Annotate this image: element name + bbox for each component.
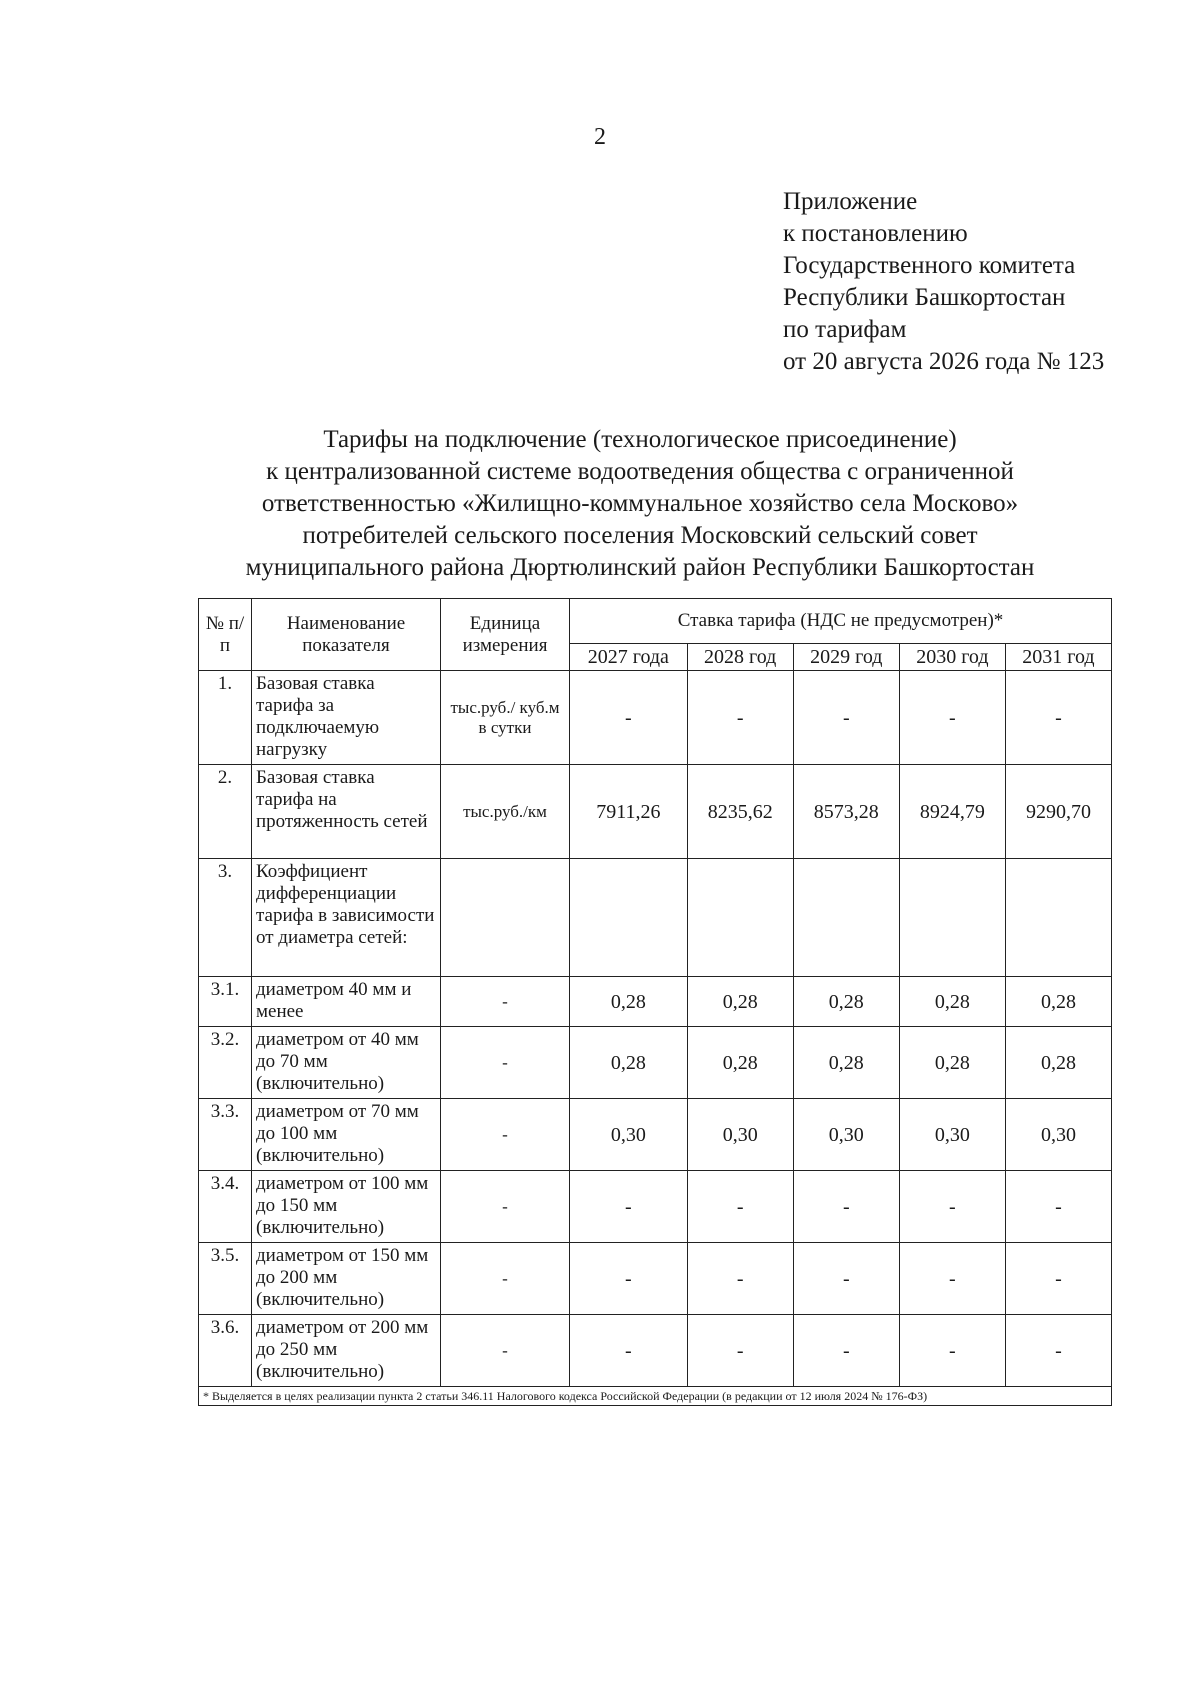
row-value: - (899, 1315, 1005, 1387)
row-value: 0,28 (793, 977, 899, 1027)
row-value (899, 859, 1005, 977)
row-value (687, 859, 793, 977)
row-value: - (687, 671, 793, 765)
row-value: 0,30 (1005, 1099, 1111, 1171)
table-row (199, 1099, 1112, 1171)
row-unit: тыс.руб./км (441, 765, 570, 859)
row-unit: - (441, 1027, 570, 1099)
row-value: 0,28 (1005, 977, 1111, 1027)
header-rate-group: Ставка тарифа (НДС не предусмотрен)* (570, 599, 1112, 644)
header-name: Наименование показателя (252, 599, 441, 671)
appendix-line: Приложение (783, 188, 918, 215)
header-unit: Единица измерения (441, 599, 570, 671)
table-row (199, 1027, 1112, 1099)
row-value: - (1005, 1243, 1111, 1315)
row-value: - (1005, 1171, 1111, 1243)
row-unit: - (441, 1099, 570, 1171)
row-value: - (687, 1243, 793, 1315)
row-num: 3. (199, 859, 252, 977)
row-value: - (793, 1315, 899, 1387)
row-value: 0,28 (899, 977, 1005, 1027)
row-num: 3.5. (199, 1243, 252, 1315)
row-value: - (793, 1243, 899, 1315)
row-unit: тыс.руб./ куб.м в сутки (441, 671, 570, 765)
appendix-line: от 20 августа 2026 года № 123 (783, 348, 1105, 375)
row-value: - (570, 671, 688, 765)
row-value: - (899, 1171, 1005, 1243)
title-line: к централизованной системе водоотведения общества с ограниченной (266, 458, 1014, 485)
table-body (199, 671, 1112, 1387)
row-unit: - (441, 1315, 570, 1387)
row-num: 3.3. (199, 1099, 252, 1171)
header-year: 2029 год (793, 644, 899, 671)
appendix-block (783, 186, 1104, 378)
row-unit: - (441, 1243, 570, 1315)
table-row (199, 1315, 1112, 1387)
row-value: - (687, 1171, 793, 1243)
row-name: диаметром от 200 мм до 250 мм (включительно) (252, 1315, 441, 1387)
row-num: 3.4. (199, 1171, 252, 1243)
row-num: 3.2. (199, 1027, 252, 1099)
document-title (180, 424, 1100, 584)
row-num: 1. (199, 671, 252, 765)
row-value: - (570, 1243, 688, 1315)
row-value: 0,28 (687, 1027, 793, 1099)
row-value: 0,28 (899, 1027, 1005, 1099)
tariff-table (198, 598, 1112, 1406)
row-name: диаметром от 150 мм до 200 мм (включительно) (252, 1243, 441, 1315)
row-value: 0,28 (1005, 1027, 1111, 1099)
header-year: 2030 год (899, 644, 1005, 671)
row-num: 2. (199, 765, 252, 859)
row-name: диаметром от 70 мм до 100 мм (включительно) (252, 1099, 441, 1171)
header-year: 2031 год (1005, 644, 1111, 671)
header-num: № п/п (199, 599, 252, 671)
row-value: - (793, 671, 899, 765)
row-value: - (1005, 1315, 1111, 1387)
title-line: муниципального района Дюртюлинский район Республики Башкортостан (245, 554, 1035, 581)
row-value: 7911,26 (570, 765, 688, 859)
row-name: диаметром 40 мм и менее (252, 977, 441, 1027)
row-name: Базовая ставка тарифа на протяженность сетей (252, 765, 441, 859)
page-number: 2 (594, 124, 606, 150)
row-num: 3.1. (199, 977, 252, 1027)
header-year: 2028 год (687, 644, 793, 671)
table-row (199, 859, 1112, 977)
row-value (1005, 859, 1111, 977)
row-value: 0,28 (793, 1027, 899, 1099)
row-value: 0,30 (570, 1099, 688, 1171)
appendix-line: по тарифам (783, 316, 907, 343)
footnote-row (199, 1387, 1112, 1406)
table-row (199, 1243, 1112, 1315)
row-value (570, 859, 688, 977)
row-value: 0,28 (687, 977, 793, 1027)
table-row (199, 765, 1112, 859)
row-unit: - (441, 1171, 570, 1243)
row-value: - (687, 1315, 793, 1387)
row-value: - (793, 1171, 899, 1243)
title-line: Тарифы на подключение (технологическое присоединение) (323, 426, 957, 453)
row-value: 9290,70 (1005, 765, 1111, 859)
row-name: Базовая ставка тарифа за подключаемую нагрузку (252, 671, 441, 765)
row-value: - (899, 1243, 1005, 1315)
title-line: потребителей сельского поселения Московский сельский совет (302, 522, 978, 549)
row-unit: - (441, 977, 570, 1027)
row-value: 0,30 (793, 1099, 899, 1171)
row-value: - (1005, 671, 1111, 765)
row-name: диаметром от 40 мм до 70 мм (включительно) (252, 1027, 441, 1099)
row-unit (441, 859, 570, 977)
table-row (199, 1171, 1112, 1243)
row-value: 0,28 (570, 1027, 688, 1099)
footnote: * Выделяется в целях реализации пункта 2 статьи 346.11 Налогового кодекса Российской Федерации (в редакции от 12 июля 2024 № 176-ФЗ) (199, 1387, 1112, 1406)
row-value: 0,28 (570, 977, 688, 1027)
row-value: - (570, 1315, 688, 1387)
row-value: 8235,62 (687, 765, 793, 859)
table-row (199, 977, 1112, 1027)
header-year: 2027 года (570, 644, 688, 671)
row-value: 8573,28 (793, 765, 899, 859)
appendix-line: Государственного комитета (783, 252, 1076, 279)
title-line: ответственностью «Жилищно-коммунальное хозяйство села Москово» (261, 490, 1019, 517)
row-value: - (570, 1171, 688, 1243)
row-value: 8924,79 (899, 765, 1005, 859)
row-value: 0,30 (899, 1099, 1005, 1171)
row-name: диаметром от 100 мм до 150 мм (включительно) (252, 1171, 441, 1243)
appendix-line: к постановлению (783, 220, 968, 247)
appendix-line: Республики Башкортостан (783, 284, 1066, 311)
row-num: 3.6. (199, 1315, 252, 1387)
row-value: 0,30 (687, 1099, 793, 1171)
row-value (793, 859, 899, 977)
row-name: Коэффициент дифференциации тарифа в зависимости от диаметра сетей: (252, 859, 441, 977)
row-value: - (899, 671, 1005, 765)
table-row (199, 671, 1112, 765)
table-header-row (199, 599, 1112, 644)
